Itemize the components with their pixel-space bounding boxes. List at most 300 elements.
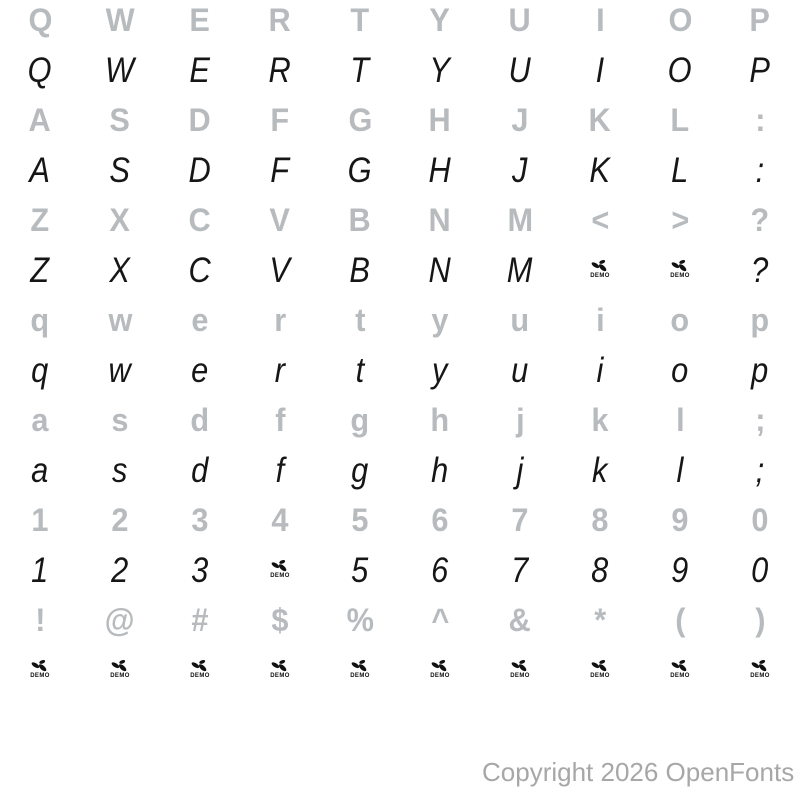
glyph-cell xyxy=(720,450,800,500)
reference-glyph: p xyxy=(750,302,770,338)
demo-glyph: O xyxy=(668,50,692,90)
glyph-cell xyxy=(0,100,80,150)
glyph-cell xyxy=(640,150,720,200)
demo-glyph: u xyxy=(511,350,529,390)
demo-glyph: w xyxy=(108,350,132,390)
reference-glyph: ( xyxy=(674,602,686,638)
glyph-cell xyxy=(560,300,640,350)
demo-placeholder-badge xyxy=(430,659,450,679)
glyph-cell xyxy=(640,400,720,450)
glyph-cell xyxy=(400,400,480,450)
glyph-cell xyxy=(320,150,400,200)
glyph-cell xyxy=(480,150,560,200)
glyph-cell xyxy=(240,600,320,650)
reference-glyph: f xyxy=(274,402,286,438)
glyph-cell xyxy=(640,600,720,650)
glyph-cell xyxy=(160,250,240,300)
reference-glyph: I xyxy=(595,2,605,38)
glyph-cell xyxy=(640,0,720,50)
glyph-cell xyxy=(240,200,320,250)
glyph-cell xyxy=(0,400,80,450)
glyph-cell xyxy=(0,200,80,250)
glyph-cell xyxy=(80,100,160,150)
glyph-cell xyxy=(0,550,80,600)
demo-glyph: Q xyxy=(28,50,52,90)
glyph-cell xyxy=(160,0,240,50)
glyph-cell xyxy=(640,100,720,150)
glyph-cell xyxy=(320,300,400,350)
demo-glyph: j xyxy=(516,450,524,490)
glyph-cell xyxy=(240,500,320,550)
glyph-cell xyxy=(160,600,240,650)
glyph-cell xyxy=(0,600,80,650)
reference-glyph: J xyxy=(511,102,529,138)
glyph-cell xyxy=(0,450,80,500)
demo-badge-label: DEMO xyxy=(190,673,210,679)
demo-placeholder-badge xyxy=(510,659,530,679)
reference-glyph: ! xyxy=(34,602,46,638)
demo-glyph: y xyxy=(432,350,448,390)
glyph-row-7-reference xyxy=(0,300,800,350)
glyph-cell xyxy=(240,100,320,150)
glyph-cell xyxy=(80,250,160,300)
demo-placeholder-badge xyxy=(30,659,50,679)
demo-badge-label: DEMO xyxy=(510,673,530,679)
glyph-cell xyxy=(640,250,720,300)
demo-placeholder-badge xyxy=(350,659,370,679)
demo-splash-icon xyxy=(191,659,208,672)
demo-splash-icon xyxy=(351,659,368,672)
glyph-cell xyxy=(240,350,320,400)
demo-glyph: t xyxy=(355,350,365,390)
glyph-cell xyxy=(0,50,80,100)
demo-glyph: 0 xyxy=(751,550,769,590)
demo-glyph: T xyxy=(350,50,370,90)
glyph-cell xyxy=(320,600,400,650)
reference-glyph: E xyxy=(189,2,211,38)
demo-badge-label: DEMO xyxy=(110,673,130,679)
reference-glyph: K xyxy=(588,102,612,138)
reference-glyph: $ xyxy=(271,602,289,638)
glyph-cell xyxy=(80,400,160,450)
glyph-cell xyxy=(480,500,560,550)
glyph-cell xyxy=(480,250,560,300)
reference-glyph: ? xyxy=(750,202,770,238)
glyph-cell xyxy=(240,550,320,600)
demo-glyph: : xyxy=(755,150,765,190)
demo-badge-label: DEMO xyxy=(590,273,610,279)
glyph-cell xyxy=(640,650,720,700)
glyph-cell xyxy=(640,550,720,600)
demo-glyph: A xyxy=(29,150,51,190)
glyph-cell xyxy=(240,50,320,100)
demo-glyph: Z xyxy=(30,250,50,290)
glyph-row-12-demo xyxy=(0,550,800,600)
glyph-cell xyxy=(320,50,400,100)
demo-glyph: 1 xyxy=(31,550,49,590)
glyph-cell xyxy=(80,0,160,50)
glyph-cell xyxy=(480,0,560,50)
demo-splash-icon xyxy=(511,659,528,672)
glyph-row-14-demo xyxy=(0,650,800,700)
glyph-cell xyxy=(0,0,80,50)
demo-glyph: a xyxy=(31,450,49,490)
reference-glyph: w xyxy=(108,302,132,338)
glyph-cell xyxy=(160,150,240,200)
reference-glyph: < xyxy=(591,202,609,238)
demo-badge-label: DEMO xyxy=(350,673,370,679)
reference-glyph: A xyxy=(28,102,52,138)
demo-badge-label: DEMO xyxy=(30,673,50,679)
glyph-cell xyxy=(720,150,800,200)
demo-splash-icon xyxy=(591,259,608,272)
reference-glyph: T xyxy=(350,2,370,38)
glyph-cell xyxy=(480,350,560,400)
glyph-cell xyxy=(400,50,480,100)
demo-glyph: Y xyxy=(429,50,451,90)
glyph-cell xyxy=(400,650,480,700)
demo-splash-icon xyxy=(431,659,448,672)
reference-glyph: L xyxy=(670,102,690,138)
glyph-cell xyxy=(160,400,240,450)
glyph-cell xyxy=(320,350,400,400)
reference-glyph: ) xyxy=(754,602,766,638)
glyph-cell xyxy=(160,100,240,150)
demo-placeholder-badge xyxy=(670,659,690,679)
reference-glyph: 7 xyxy=(511,502,529,538)
glyph-cell xyxy=(640,200,720,250)
reference-glyph: W xyxy=(105,2,135,38)
glyph-row-3-reference xyxy=(0,100,800,150)
demo-glyph: I xyxy=(595,50,605,90)
demo-glyph: K xyxy=(589,150,611,190)
reference-glyph: y xyxy=(431,302,449,338)
glyph-cell xyxy=(480,400,560,450)
glyph-row-10-demo xyxy=(0,450,800,500)
reference-glyph: 0 xyxy=(751,502,769,538)
glyph-row-9-reference xyxy=(0,400,800,450)
demo-placeholder-badge xyxy=(190,659,210,679)
reference-glyph: M xyxy=(507,202,533,238)
demo-glyph: M xyxy=(507,250,533,290)
glyph-cell xyxy=(480,450,560,500)
glyph-cell xyxy=(560,600,640,650)
glyph-cell xyxy=(320,100,400,150)
reference-glyph: 3 xyxy=(191,502,209,538)
demo-badge-label: DEMO xyxy=(750,673,770,679)
glyph-cell xyxy=(80,600,160,650)
demo-glyph: F xyxy=(270,150,290,190)
demo-glyph: E xyxy=(189,50,211,90)
demo-glyph: k xyxy=(592,450,608,490)
demo-splash-icon xyxy=(751,659,768,672)
glyph-cell xyxy=(320,0,400,50)
demo-glyph: q xyxy=(31,350,49,390)
glyph-row-5-reference xyxy=(0,200,800,250)
glyph-cell xyxy=(400,600,480,650)
reference-glyph: @ xyxy=(105,602,135,638)
reference-glyph: o xyxy=(670,302,690,338)
demo-glyph: d xyxy=(191,450,209,490)
demo-splash-icon xyxy=(591,659,608,672)
glyph-cell xyxy=(80,300,160,350)
glyph-cell xyxy=(80,150,160,200)
reference-glyph: > xyxy=(671,202,689,238)
demo-glyph: l xyxy=(676,450,684,490)
demo-glyph: g xyxy=(351,450,369,490)
demo-glyph: ? xyxy=(751,250,769,290)
reference-glyph: Z xyxy=(30,202,50,238)
glyph-cell xyxy=(320,500,400,550)
glyph-cell xyxy=(320,200,400,250)
reference-glyph: X xyxy=(109,202,131,238)
reference-glyph: d xyxy=(190,402,210,438)
demo-glyph: 5 xyxy=(351,550,369,590)
glyph-cell xyxy=(160,500,240,550)
glyph-cell xyxy=(480,300,560,350)
demo-glyph: 7 xyxy=(511,550,529,590)
demo-glyph: 6 xyxy=(431,550,449,590)
demo-splash-icon xyxy=(271,659,288,672)
glyph-cell xyxy=(400,300,480,350)
glyph-cell xyxy=(400,150,480,200)
demo-placeholder-badge xyxy=(670,259,690,279)
glyph-cell xyxy=(240,250,320,300)
demo-glyph: p xyxy=(751,350,769,390)
glyph-cell xyxy=(80,650,160,700)
glyph-cell xyxy=(0,350,80,400)
glyph-cell xyxy=(560,100,640,150)
demo-splash-icon xyxy=(671,659,688,672)
reference-glyph: V xyxy=(269,202,291,238)
demo-badge-label: DEMO xyxy=(270,673,290,679)
glyph-cell xyxy=(80,200,160,250)
reference-glyph: U xyxy=(508,2,532,38)
demo-splash-icon xyxy=(271,559,288,572)
demo-glyph: B xyxy=(349,250,371,290)
demo-placeholder-badge xyxy=(270,659,290,679)
glyph-cell xyxy=(400,350,480,400)
glyph-cell xyxy=(560,450,640,500)
reference-glyph: ^ xyxy=(431,602,449,638)
glyph-cell xyxy=(240,150,320,200)
reference-glyph: B xyxy=(348,202,372,238)
demo-placeholder-badge xyxy=(270,559,290,579)
glyph-cell xyxy=(720,50,800,100)
demo-glyph: h xyxy=(431,450,449,490)
glyph-cell xyxy=(720,100,800,150)
reference-glyph: N xyxy=(428,202,452,238)
glyph-cell xyxy=(400,250,480,300)
demo-glyph: 9 xyxy=(671,550,689,590)
glyph-row-6-demo xyxy=(0,250,800,300)
glyph-cell xyxy=(560,0,640,50)
reference-glyph: q xyxy=(30,302,50,338)
glyph-cell xyxy=(720,250,800,300)
glyph-cell xyxy=(720,500,800,550)
glyph-row-13-reference xyxy=(0,600,800,650)
glyph-cell xyxy=(560,350,640,400)
glyph-cell xyxy=(80,500,160,550)
reference-glyph: g xyxy=(350,402,370,438)
reference-glyph: a xyxy=(31,402,49,438)
reference-glyph: 8 xyxy=(591,502,609,538)
glyph-row-8-demo xyxy=(0,350,800,400)
glyph-cell xyxy=(640,350,720,400)
glyph-cell xyxy=(160,200,240,250)
demo-glyph: J xyxy=(512,150,528,190)
reference-glyph: 9 xyxy=(671,502,689,538)
glyph-cell xyxy=(720,400,800,450)
glyph-cell xyxy=(400,550,480,600)
demo-glyph: s xyxy=(112,450,128,490)
demo-glyph: 3 xyxy=(191,550,209,590)
glyph-cell xyxy=(560,650,640,700)
glyph-cell xyxy=(0,300,80,350)
glyph-cell xyxy=(160,50,240,100)
glyph-cell xyxy=(240,0,320,50)
glyph-cell xyxy=(480,650,560,700)
glyph-cell xyxy=(80,450,160,500)
reference-glyph: Q xyxy=(28,2,52,38)
glyph-cell xyxy=(480,50,560,100)
demo-glyph: f xyxy=(275,450,285,490)
reference-glyph: s xyxy=(111,402,129,438)
demo-glyph: S xyxy=(109,150,131,190)
glyph-cell xyxy=(560,500,640,550)
glyph-cell xyxy=(720,350,800,400)
reference-glyph: D xyxy=(188,102,212,138)
demo-glyph: N xyxy=(428,250,452,290)
demo-badge-label: DEMO xyxy=(430,673,450,679)
demo-glyph: o xyxy=(671,350,689,390)
demo-glyph: X xyxy=(109,250,131,290)
reference-glyph: e xyxy=(191,302,209,338)
glyph-row-2-demo xyxy=(0,50,800,100)
reference-glyph: u xyxy=(510,302,530,338)
demo-placeholder-badge xyxy=(110,659,130,679)
demo-placeholder-badge xyxy=(750,659,770,679)
demo-glyph: 2 xyxy=(111,550,129,590)
glyph-cell xyxy=(240,400,320,450)
glyph-cell xyxy=(400,500,480,550)
glyph-cell xyxy=(240,300,320,350)
reference-glyph: 2 xyxy=(111,502,129,538)
glyph-cell xyxy=(720,650,800,700)
reference-glyph: 4 xyxy=(271,502,289,538)
glyph-cell xyxy=(640,450,720,500)
glyph-cell xyxy=(560,200,640,250)
glyph-cell xyxy=(640,500,720,550)
glyph-cell xyxy=(560,150,640,200)
glyph-cell xyxy=(560,50,640,100)
demo-placeholder-badge xyxy=(590,659,610,679)
glyph-cell xyxy=(480,550,560,600)
glyph-cell xyxy=(400,200,480,250)
glyph-cell xyxy=(480,200,560,250)
reference-glyph: P xyxy=(749,2,771,38)
reference-glyph: & xyxy=(508,602,532,638)
reference-glyph: # xyxy=(191,602,209,638)
glyph-row-11-reference xyxy=(0,500,800,550)
reference-glyph: H xyxy=(428,102,452,138)
demo-glyph: C xyxy=(188,250,212,290)
demo-glyph: e xyxy=(191,350,209,390)
glyph-cell xyxy=(0,250,80,300)
glyph-cell xyxy=(160,550,240,600)
reference-glyph: R xyxy=(268,2,292,38)
glyph-cell xyxy=(320,400,400,450)
reference-glyph: t xyxy=(354,302,366,338)
reference-glyph: j xyxy=(515,402,525,438)
glyph-cell xyxy=(0,500,80,550)
demo-glyph: P xyxy=(749,50,771,90)
glyph-cell xyxy=(80,350,160,400)
reference-glyph: C xyxy=(188,202,212,238)
glyph-cell xyxy=(0,650,80,700)
glyph-cell xyxy=(400,100,480,150)
glyph-cell xyxy=(160,650,240,700)
glyph-cell xyxy=(320,450,400,500)
reference-glyph: O xyxy=(668,2,692,38)
glyph-cell xyxy=(80,50,160,100)
glyph-cell xyxy=(320,250,400,300)
reference-glyph: l xyxy=(675,402,685,438)
demo-glyph: D xyxy=(188,150,212,190)
demo-splash-icon xyxy=(31,659,48,672)
glyph-cell xyxy=(720,300,800,350)
glyph-cell xyxy=(80,550,160,600)
glyph-row-1-reference xyxy=(0,0,800,50)
demo-glyph: U xyxy=(508,50,532,90)
glyph-cell xyxy=(240,450,320,500)
glyph-cell xyxy=(640,300,720,350)
reference-glyph: 5 xyxy=(351,502,369,538)
glyph-cell xyxy=(480,100,560,150)
reference-glyph: % xyxy=(346,602,374,638)
reference-glyph: F xyxy=(270,102,290,138)
reference-glyph: S xyxy=(109,102,131,138)
reference-glyph: Y xyxy=(429,2,451,38)
demo-badge-label: DEMO xyxy=(590,673,610,679)
glyph-cell xyxy=(400,0,480,50)
glyph-cell xyxy=(560,250,640,300)
reference-glyph: 6 xyxy=(431,502,449,538)
demo-glyph: ; xyxy=(755,450,765,490)
reference-glyph: G xyxy=(348,102,372,138)
glyph-cell xyxy=(400,450,480,500)
demo-glyph: R xyxy=(268,50,292,90)
demo-glyph: W xyxy=(105,50,135,90)
demo-glyph: H xyxy=(428,150,452,190)
demo-glyph: L xyxy=(671,150,689,190)
glyph-cell xyxy=(320,550,400,600)
glyph-cell xyxy=(640,50,720,100)
reference-glyph: k xyxy=(591,402,609,438)
demo-badge-label: DEMO xyxy=(270,573,290,579)
demo-splash-icon xyxy=(671,259,688,272)
glyph-cell xyxy=(160,300,240,350)
reference-glyph: h xyxy=(430,402,450,438)
reference-glyph: 1 xyxy=(31,502,49,538)
demo-glyph: G xyxy=(348,150,372,190)
glyph-cell xyxy=(160,450,240,500)
reference-glyph: : xyxy=(754,102,766,138)
copyright-text: Copyright 2026 OpenFonts xyxy=(482,757,795,787)
reference-glyph: ; xyxy=(754,402,766,438)
glyph-cell xyxy=(720,0,800,50)
demo-glyph: 8 xyxy=(591,550,609,590)
